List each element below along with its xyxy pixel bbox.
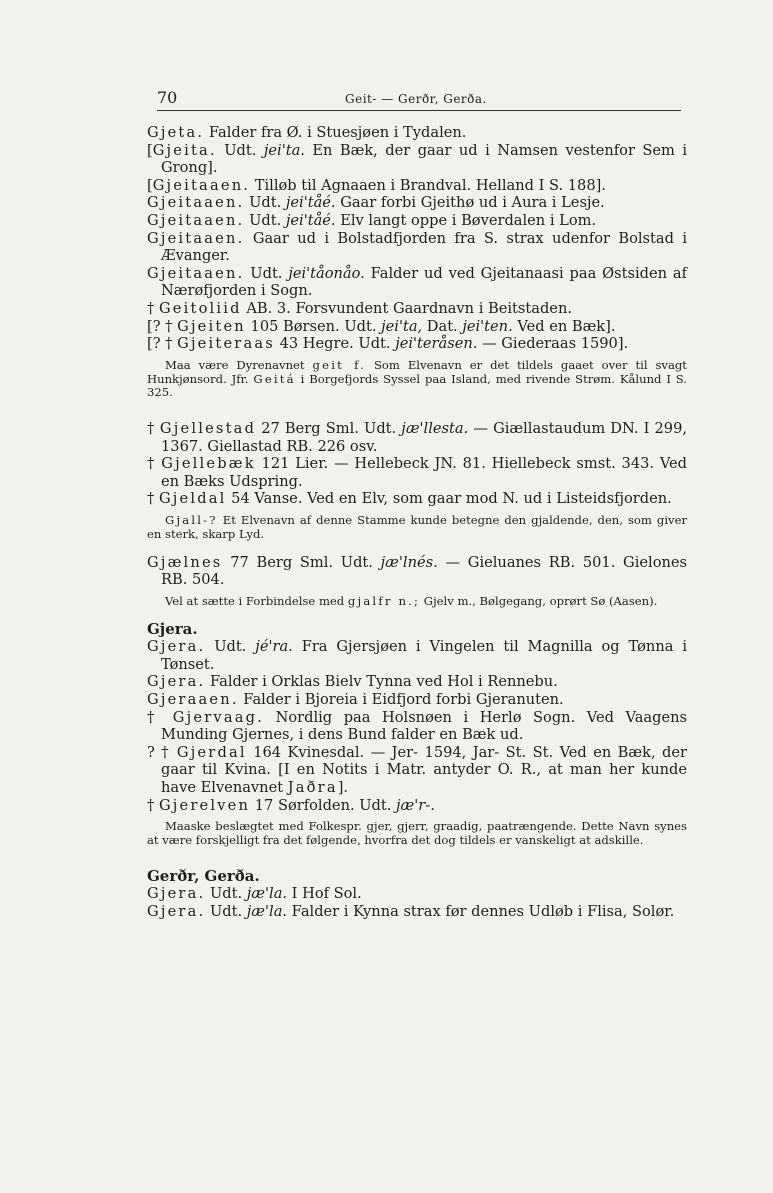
- entry-gjerelven: † Gjerelven 17 Sørfolden. Udt. jæ'r-.: [147, 796, 435, 814]
- entry-gjellestad: † Gjellestad 27 Berg Sml. Udt. jæ'llesta. — Giællastaudum DN. I 299, 1367. Giellastad RB. 226 osv.: [147, 420, 688, 455]
- section-heading-gjera: Gjera.: [147, 619, 198, 638]
- dictionary-body: [147, 124, 687, 921]
- entry-gjerdal: ? † Gjerdal 164 Kvinesdal. — Jer- 1594, Jar- St. St. Ved en Bæk, der gaar til Kvina. [I en Notits i Matr. antyder O. R., at man her kunde have Elvenavnet Jaðra].: [147, 743, 688, 796]
- entry-gjeta-1: Gjeta. Falder fra Ø. i Stuesjøen i Tydalen.: [147, 124, 467, 141]
- section-heading-gerdr: Gerðr, Gerða.: [147, 866, 260, 885]
- entry-gjeraaen: Gjeraaen. Falder i Bjoreia i Eidfjord forbi Gjeranuten.: [147, 691, 564, 709]
- note-gjalfr: Vel at sætte i Forbindelse med gjalfr n.; Gjelv m., Bølgegang, oprørt Sø (Aasen).: [165, 593, 658, 608]
- note-geit: Maa være Dyrenavnet geit f. Som Elvenavn er det tildels gaaet over til svagt Hunkjønsord. Jfr. Geitá i Borgefjords Syssel paa Island, med rivende Strøm. Kålund I S. 325.: [147, 357, 687, 400]
- page-number: 70: [157, 88, 178, 107]
- entry-gjaelnes: Gjælnes 77 Berg Sml. Udt. jæ'lnés. — Gieluanes RB. 501. Gielones RB. 504.: [147, 553, 687, 589]
- entry-gjeiteraas: [? † Gjeiteraas 43 Hegre. Udt. jei'teråsen. — Giederaas 1590].: [147, 335, 629, 353]
- entry-gjeitaaen-4: Gjeitaaen. Gaar ud i Bolstadfjorden fra S. strax udenfor Bolstad i Ævanger.: [147, 229, 687, 265]
- entry-gjellebaek: † Gjellebæk 121 Lier. — Hellebeck JN. 81. Hiellebeck smst. 343. Ved en Bæks Udspring.: [147, 455, 687, 490]
- entry-gjeitaaen-3: Gjeitaaen. Udt. jei'tåé. Elv langt oppe i Bøverdalen i Lom.: [147, 211, 597, 229]
- entry-gjera-hof: Gjera. Udt. jæ'la. I Hof Sol.: [147, 885, 362, 903]
- entry-gjera-kynna: Gjera. Udt. jæ'la. Falder i Kynna strax før dennes Udløb i Flisa, Solør.: [147, 902, 675, 920]
- entry-gjera-1: Gjera. Udt. jé'ra. Fra Gjersjøen i Vingelen til Magnilla og Tønna i Tønset.: [147, 638, 687, 673]
- page-header: [157, 88, 681, 111]
- entry-gjeitaaen-5: Gjeitaaen. Udt. jei'tåonåo. Falder ud ved Gjeitanaasi paa Østsiden af Nærøfjorden i Sogn.: [147, 264, 687, 300]
- entry-gjeita: [Gjeita. Udt. jei'ta. En Bæk, der gaar ud i Namsen vestenfor Sem i Grong].: [147, 141, 687, 177]
- note-gjer: Maaske beslægtet med Folkespr. gjer, gjerr, graadig, paatrængende. Dette Navn synes at være forskjelligt fra det følgende, hvorfra det dog tildels er vanskeligt at adskille.: [147, 819, 687, 847]
- entry-gjeitaaen-1: [Gjeitaaen. Tilløb til Agnaaen i Brandval. Helland I S. 188].: [147, 176, 606, 194]
- running-head: Geit- — Gerðr, Gerða.: [345, 92, 487, 106]
- entry-gjeitaaen-2: Gjeitaaen. Udt. jei'tåé. Gaar forbi Gjeithø ud i Aura i Lesje.: [147, 194, 605, 212]
- entry-gjera-2: Gjera. Falder i Orklas Bielv Tynna ved Hol i Rennebu.: [147, 673, 558, 691]
- note-gjall: Gjall-? Et Elvenavn af denne Stamme kunde betegne den gjaldende, den, som giver en sterk, skarp Lyd.: [147, 513, 687, 541]
- entry-geitoliid: † Geitoliid AB. 3. Forsvundent Gaardnavn i Beitstaden.: [147, 299, 572, 317]
- entry-gjeiten: [? † Gjeiten 105 Børsen. Udt. jei'ta, Dat. jei'ten. Ved en Bæk].: [147, 317, 616, 335]
- entry-gjeldal: † Gjeldal 54 Vanse. Ved en Elv, som gaar mod N. ud i Listeidsfjorden.: [147, 490, 672, 508]
- entry-gjervaag: † Gjervaag. Nordlig paa Holsnøen i Herlø Sogn. Ved Vaagens Munding Gjernes, i dens Bund falder en Bæk ud.: [147, 708, 687, 744]
